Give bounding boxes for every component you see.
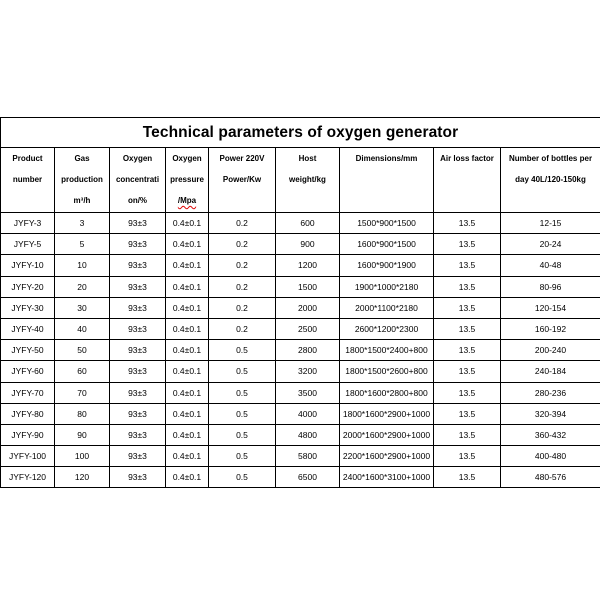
table-cell-oxygen-pressure: 0.4±0.1 bbox=[166, 467, 209, 488]
table-cell-gas-production: 50 bbox=[55, 340, 110, 361]
table-cell-power: 0.2 bbox=[209, 234, 276, 255]
table-cell-dimensions: 1800*1500*2600+800 bbox=[340, 361, 434, 382]
table-cell-oxygen-pressure: 0.4±0.1 bbox=[166, 424, 209, 445]
column-header-line: Power 220V bbox=[219, 154, 265, 163]
column-header-line: Gas bbox=[74, 154, 90, 163]
table-cell-oxygen-pressure: 0.4±0.1 bbox=[166, 446, 209, 467]
table-cell-gas-production: 3 bbox=[55, 213, 110, 234]
table-cell-bottles-per-day: 320-394 bbox=[501, 403, 600, 424]
table-cell-air-loss-factor: 13.5 bbox=[434, 424, 501, 445]
table-cell-host-weight: 6500 bbox=[276, 467, 340, 488]
table-cell-gas-production: 40 bbox=[55, 318, 110, 339]
table-row bbox=[1, 255, 600, 276]
column-header-line: production bbox=[61, 175, 103, 184]
table-cell-gas-production: 10 bbox=[55, 255, 110, 276]
table-row bbox=[1, 213, 600, 234]
table-cell-host-weight: 4800 bbox=[276, 424, 340, 445]
table-cell-air-loss-factor: 13.5 bbox=[434, 318, 501, 339]
table-cell-product-number: JYFY-90 bbox=[1, 424, 55, 445]
table-cell-bottles-per-day: 120-154 bbox=[501, 297, 600, 318]
table-cell-power: 0.2 bbox=[209, 276, 276, 297]
table-cell-dimensions: 1600*900*1500 bbox=[340, 234, 434, 255]
table-cell-power: 0.5 bbox=[209, 467, 276, 488]
table-cell-oxygen-concentration: 93±3 bbox=[110, 276, 166, 297]
table-cell-dimensions: 1800*1600*2800+800 bbox=[340, 382, 434, 403]
column-header-line: Power/Kw bbox=[222, 175, 262, 184]
table-cell-product-number: JYFY-60 bbox=[1, 361, 55, 382]
table-cell-power: 0.2 bbox=[209, 318, 276, 339]
table-row bbox=[1, 340, 600, 361]
column-header-line: Product bbox=[12, 154, 43, 163]
table-row bbox=[1, 297, 600, 318]
table-cell-oxygen-pressure: 0.4±0.1 bbox=[166, 403, 209, 424]
table-cell-host-weight: 1500 bbox=[276, 276, 340, 297]
table-cell-gas-production: 120 bbox=[55, 467, 110, 488]
table-cell-oxygen-concentration: 93±3 bbox=[110, 213, 166, 234]
column-header-line: on/% bbox=[127, 196, 148, 205]
table-cell-power: 0.2 bbox=[209, 255, 276, 276]
column-header-product-number bbox=[1, 148, 55, 213]
table-cell-dimensions: 1500*900*1500 bbox=[340, 213, 434, 234]
table-cell-air-loss-factor: 13.5 bbox=[434, 361, 501, 382]
table-cell-host-weight: 2500 bbox=[276, 318, 340, 339]
column-header-line: day 40L/120-150kg bbox=[515, 175, 586, 184]
table-cell-air-loss-factor: 13.5 bbox=[434, 446, 501, 467]
column-header-line: m³/h bbox=[73, 196, 91, 205]
table-cell-power: 0.5 bbox=[209, 403, 276, 424]
table-cell-gas-production: 100 bbox=[55, 446, 110, 467]
table-cell-dimensions: 2400*1600*3100+1000 bbox=[340, 467, 434, 488]
table-cell-oxygen-pressure: 0.4±0.1 bbox=[166, 276, 209, 297]
column-header-bottles-per-day bbox=[501, 148, 600, 213]
table-cell-bottles-per-day: 12-15 bbox=[501, 213, 600, 234]
column-header-line: Air loss factor bbox=[440, 154, 494, 163]
table-cell-oxygen-concentration: 93±3 bbox=[110, 403, 166, 424]
table-cell-product-number: JYFY-30 bbox=[1, 297, 55, 318]
table-cell-air-loss-factor: 13.5 bbox=[434, 213, 501, 234]
table-cell-air-loss-factor: 13.5 bbox=[434, 382, 501, 403]
table-body bbox=[1, 213, 600, 488]
table-cell-air-loss-factor: 13.5 bbox=[434, 467, 501, 488]
table-cell-host-weight: 3200 bbox=[276, 361, 340, 382]
table-cell-dimensions: 1800*1500*2400+800 bbox=[340, 340, 434, 361]
column-header-line: pressure bbox=[170, 175, 204, 184]
table-cell-oxygen-pressure: 0.4±0.1 bbox=[166, 255, 209, 276]
table-cell-product-number: JYFY-50 bbox=[1, 340, 55, 361]
table-cell-bottles-per-day: 80-96 bbox=[501, 276, 600, 297]
table-cell-bottles-per-day: 280-236 bbox=[501, 382, 600, 403]
column-header-line: Dimensions/mm bbox=[355, 154, 418, 163]
table-cell-power: 0.2 bbox=[209, 297, 276, 318]
table-cell-bottles-per-day: 480-576 bbox=[501, 467, 600, 488]
table-cell-air-loss-factor: 13.5 bbox=[434, 276, 501, 297]
table-cell-gas-production: 90 bbox=[55, 424, 110, 445]
table-title: Technical parameters of oxygen generator bbox=[1, 118, 600, 148]
table-cell-oxygen-concentration: 93±3 bbox=[110, 424, 166, 445]
table-row bbox=[1, 446, 600, 467]
table-row bbox=[1, 467, 600, 488]
column-header-line: Number of bottles per bbox=[508, 154, 593, 163]
table-cell-host-weight: 3500 bbox=[276, 382, 340, 403]
table-cell-power: 0.5 bbox=[209, 446, 276, 467]
table-cell-dimensions: 1900*1000*2180 bbox=[340, 276, 434, 297]
table-cell-host-weight: 5800 bbox=[276, 446, 340, 467]
column-header-power bbox=[209, 148, 276, 213]
table-cell-power: 0.5 bbox=[209, 424, 276, 445]
table-cell-power: 0.5 bbox=[209, 361, 276, 382]
table-cell-oxygen-pressure: 0.4±0.1 bbox=[166, 213, 209, 234]
column-header-gas-production bbox=[55, 148, 110, 213]
table-cell-dimensions: 1600*900*1900 bbox=[340, 255, 434, 276]
table-cell-gas-production: 60 bbox=[55, 361, 110, 382]
table-cell-dimensions: 2600*1200*2300 bbox=[340, 318, 434, 339]
table-cell-bottles-per-day: 160-192 bbox=[501, 318, 600, 339]
table-cell-bottles-per-day: 240-184 bbox=[501, 361, 600, 382]
table-cell-air-loss-factor: 13.5 bbox=[434, 297, 501, 318]
column-header-line: weight/kg bbox=[289, 175, 326, 184]
table-cell-product-number: JYFY-80 bbox=[1, 403, 55, 424]
table-cell-air-loss-factor: 13.5 bbox=[434, 403, 501, 424]
table-cell-power: 0.5 bbox=[209, 382, 276, 403]
table-cell-host-weight: 600 bbox=[276, 213, 340, 234]
table-cell-product-number: JYFY-100 bbox=[1, 446, 55, 467]
table-cell-product-number: JYFY-70 bbox=[1, 382, 55, 403]
table-cell-oxygen-pressure: 0.4±0.1 bbox=[166, 234, 209, 255]
table-cell-bottles-per-day: 20-24 bbox=[501, 234, 600, 255]
table-cell-gas-production: 20 bbox=[55, 276, 110, 297]
table-cell-oxygen-pressure: 0.4±0.1 bbox=[166, 382, 209, 403]
table-cell-oxygen-concentration: 93±3 bbox=[110, 340, 166, 361]
table-cell-product-number: JYFY-40 bbox=[1, 318, 55, 339]
header-row bbox=[1, 148, 600, 213]
table-cell-gas-production: 5 bbox=[55, 234, 110, 255]
table-cell-oxygen-concentration: 93±3 bbox=[110, 297, 166, 318]
table-cell-oxygen-concentration: 93±3 bbox=[110, 382, 166, 403]
table-cell-bottles-per-day: 200-240 bbox=[501, 340, 600, 361]
column-header-line: /Mpa bbox=[177, 196, 197, 205]
table-cell-power: 0.2 bbox=[209, 213, 276, 234]
table-cell-oxygen-pressure: 0.4±0.1 bbox=[166, 340, 209, 361]
table-row bbox=[1, 318, 600, 339]
column-header-oxygen-pressure bbox=[166, 148, 209, 213]
table-cell-host-weight: 1200 bbox=[276, 255, 340, 276]
table-cell-air-loss-factor: 13.5 bbox=[434, 340, 501, 361]
column-header-line: Host bbox=[298, 154, 317, 163]
table-cell-dimensions: 1800*1600*2900+1000 bbox=[340, 403, 434, 424]
table-row bbox=[1, 382, 600, 403]
table-cell-bottles-per-day: 360-432 bbox=[501, 424, 600, 445]
table-cell-oxygen-concentration: 93±3 bbox=[110, 467, 166, 488]
table-cell-host-weight: 4000 bbox=[276, 403, 340, 424]
table-cell-power: 0.5 bbox=[209, 340, 276, 361]
table-cell-gas-production: 80 bbox=[55, 403, 110, 424]
table-cell-host-weight: 900 bbox=[276, 234, 340, 255]
table-cell-gas-production: 30 bbox=[55, 297, 110, 318]
table-row bbox=[1, 276, 600, 297]
table-cell-product-number: JYFY-10 bbox=[1, 255, 55, 276]
table-row bbox=[1, 424, 600, 445]
spec-sheet bbox=[0, 117, 600, 488]
table-cell-oxygen-pressure: 0.4±0.1 bbox=[166, 297, 209, 318]
table-cell-dimensions: 2000*1100*2180 bbox=[340, 297, 434, 318]
column-header-line: Oxygen bbox=[122, 154, 153, 163]
column-header-host-weight bbox=[276, 148, 340, 213]
column-header-oxygen-concentration bbox=[110, 148, 166, 213]
table-cell-oxygen-pressure: 0.4±0.1 bbox=[166, 318, 209, 339]
table-cell-bottles-per-day: 40-48 bbox=[501, 255, 600, 276]
table-cell-product-number: JYFY-20 bbox=[1, 276, 55, 297]
table-row bbox=[1, 361, 600, 382]
table-cell-dimensions: 2200*1600*2900+1000 bbox=[340, 446, 434, 467]
table-cell-oxygen-concentration: 93±3 bbox=[110, 318, 166, 339]
table-cell-product-number: JYFY-120 bbox=[1, 467, 55, 488]
column-header-dimensions bbox=[340, 148, 434, 213]
table-cell-air-loss-factor: 13.5 bbox=[434, 234, 501, 255]
table-cell-host-weight: 2000 bbox=[276, 297, 340, 318]
table-cell-product-number: JYFY-5 bbox=[1, 234, 55, 255]
table-cell-air-loss-factor: 13.5 bbox=[434, 255, 501, 276]
column-header-air-loss-factor bbox=[434, 148, 501, 213]
table-cell-gas-production: 70 bbox=[55, 382, 110, 403]
parameters-table bbox=[0, 117, 600, 488]
table-cell-host-weight: 2800 bbox=[276, 340, 340, 361]
table-cell-oxygen-concentration: 93±3 bbox=[110, 255, 166, 276]
table-cell-dimensions: 2000*1600*2900+1000 bbox=[340, 424, 434, 445]
column-header-line: Oxygen bbox=[172, 154, 202, 163]
table-cell-product-number: JYFY-3 bbox=[1, 213, 55, 234]
table-cell-oxygen-concentration: 93±3 bbox=[110, 361, 166, 382]
table-cell-oxygen-pressure: 0.4±0.1 bbox=[166, 361, 209, 382]
table-cell-bottles-per-day: 400-480 bbox=[501, 446, 600, 467]
column-header-line: number bbox=[12, 175, 43, 184]
table-cell-oxygen-concentration: 93±3 bbox=[110, 234, 166, 255]
table-cell-oxygen-concentration: 93±3 bbox=[110, 446, 166, 467]
column-header-line: concentrati bbox=[115, 175, 160, 184]
table-row bbox=[1, 234, 600, 255]
table-row bbox=[1, 403, 600, 424]
